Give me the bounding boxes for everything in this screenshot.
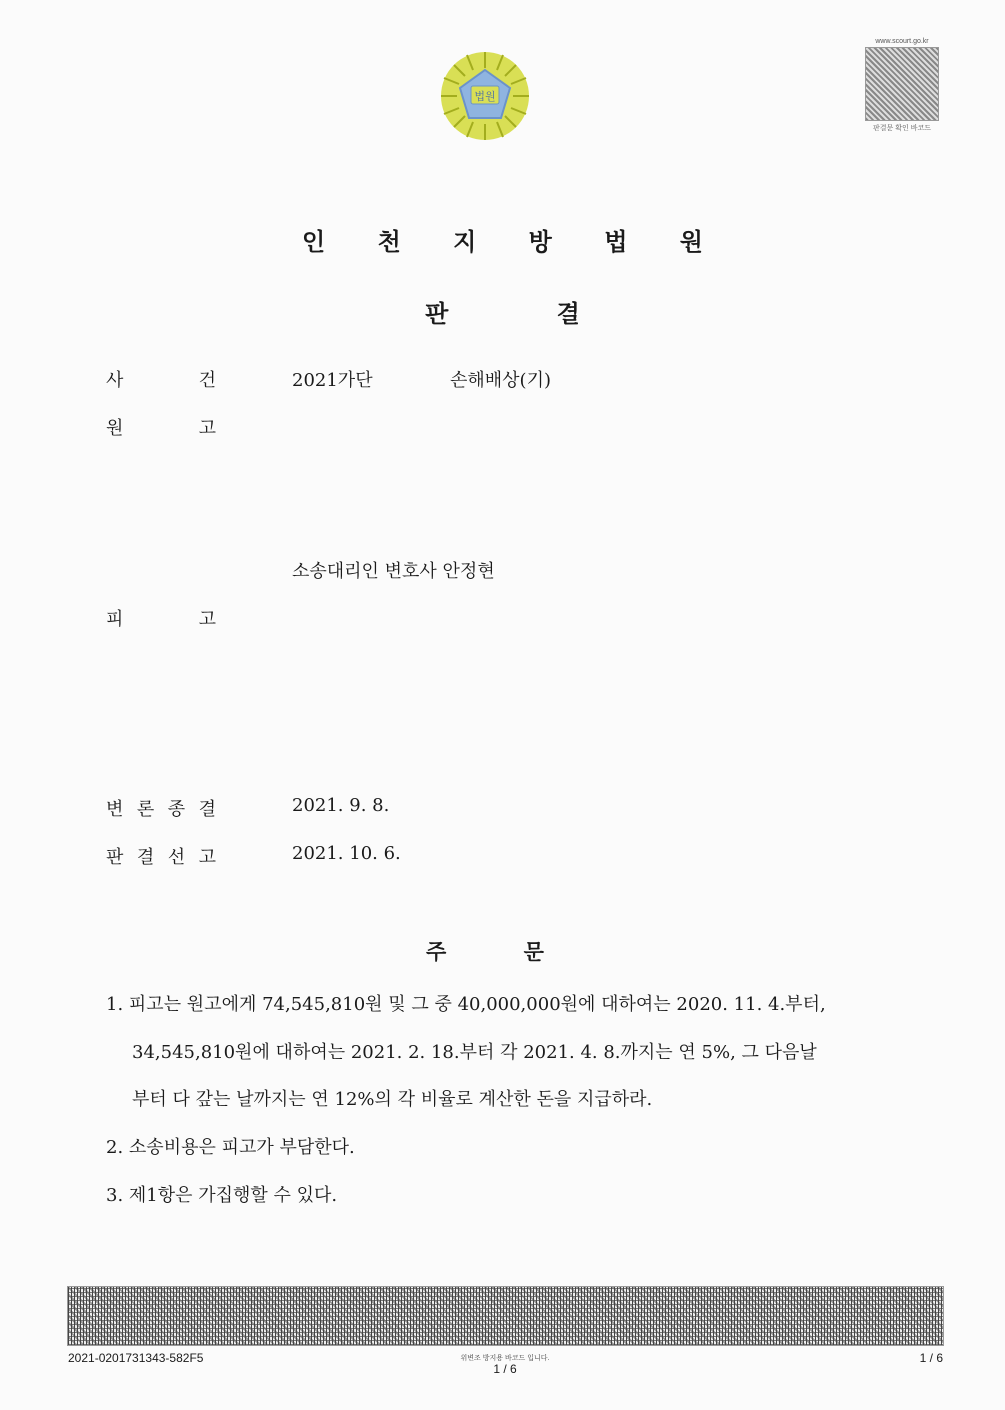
order-title: 주 문 bbox=[426, 940, 544, 964]
order-item-1-line-2: 34,545,810원에 대하여는 2021. 2. 18.부터 각 2021. 4. 8.까지는 연 5%, 그 다음날 bbox=[132, 1042, 817, 1063]
document-type: 판 결 bbox=[425, 300, 580, 328]
center-page-number: 1 / 6 bbox=[493, 1362, 517, 1376]
hearing-end-date: 2021. 9. 8. bbox=[292, 795, 390, 816]
case-number: 2021가단 bbox=[292, 370, 373, 391]
plaintiff-label: 원 고 bbox=[106, 418, 216, 439]
svg-text:법원: 법원 bbox=[474, 90, 496, 103]
document-code: 2021-0201731343-582F5 bbox=[68, 1351, 204, 1365]
order-item-1: 1. 피고는 원고에게 74,545,810원 및 그 중 40,000,000원에 대하여는 2020. 11. 4.부터, bbox=[106, 994, 826, 1015]
hearing-end-label: 변 론 종 결 bbox=[106, 799, 216, 820]
order-item-3: 3. 제1항은 가집행할 수 있다. bbox=[106, 1185, 338, 1206]
qr-caption: 판결문 확인 바코드 bbox=[873, 125, 931, 132]
case-name: 손해배상(기) bbox=[450, 370, 551, 391]
qr-code-icon bbox=[865, 47, 939, 121]
qr-code-block bbox=[862, 38, 942, 133]
qr-url: www.scourt.go.kr bbox=[875, 38, 929, 45]
court-name: 인 천 지 방 법 원 bbox=[302, 228, 725, 256]
anti-forgery-barcode bbox=[67, 1286, 944, 1346]
case-label: 사 건 bbox=[106, 370, 216, 391]
barcode-note: 위변조 방지용 바코드 입니다. bbox=[460, 1355, 550, 1362]
judgment-date-label: 판 결 선 고 bbox=[106, 847, 216, 868]
court-emblem-icon bbox=[437, 48, 533, 144]
judgment-date: 2021. 10. 6. bbox=[292, 843, 401, 864]
defendant-label: 피 고 bbox=[106, 609, 216, 630]
order-item-2: 2. 소송비용은 피고가 부담한다. bbox=[106, 1137, 355, 1158]
order-item-1-line-3: 부터 다 갚는 날까지는 연 12%의 각 비율로 계산한 돈을 지급하라. bbox=[132, 1089, 653, 1110]
plaintiff-attorney: 소송대리인 변호사 안정현 bbox=[292, 561, 495, 582]
page-number: 1 / 6 bbox=[919, 1351, 943, 1365]
